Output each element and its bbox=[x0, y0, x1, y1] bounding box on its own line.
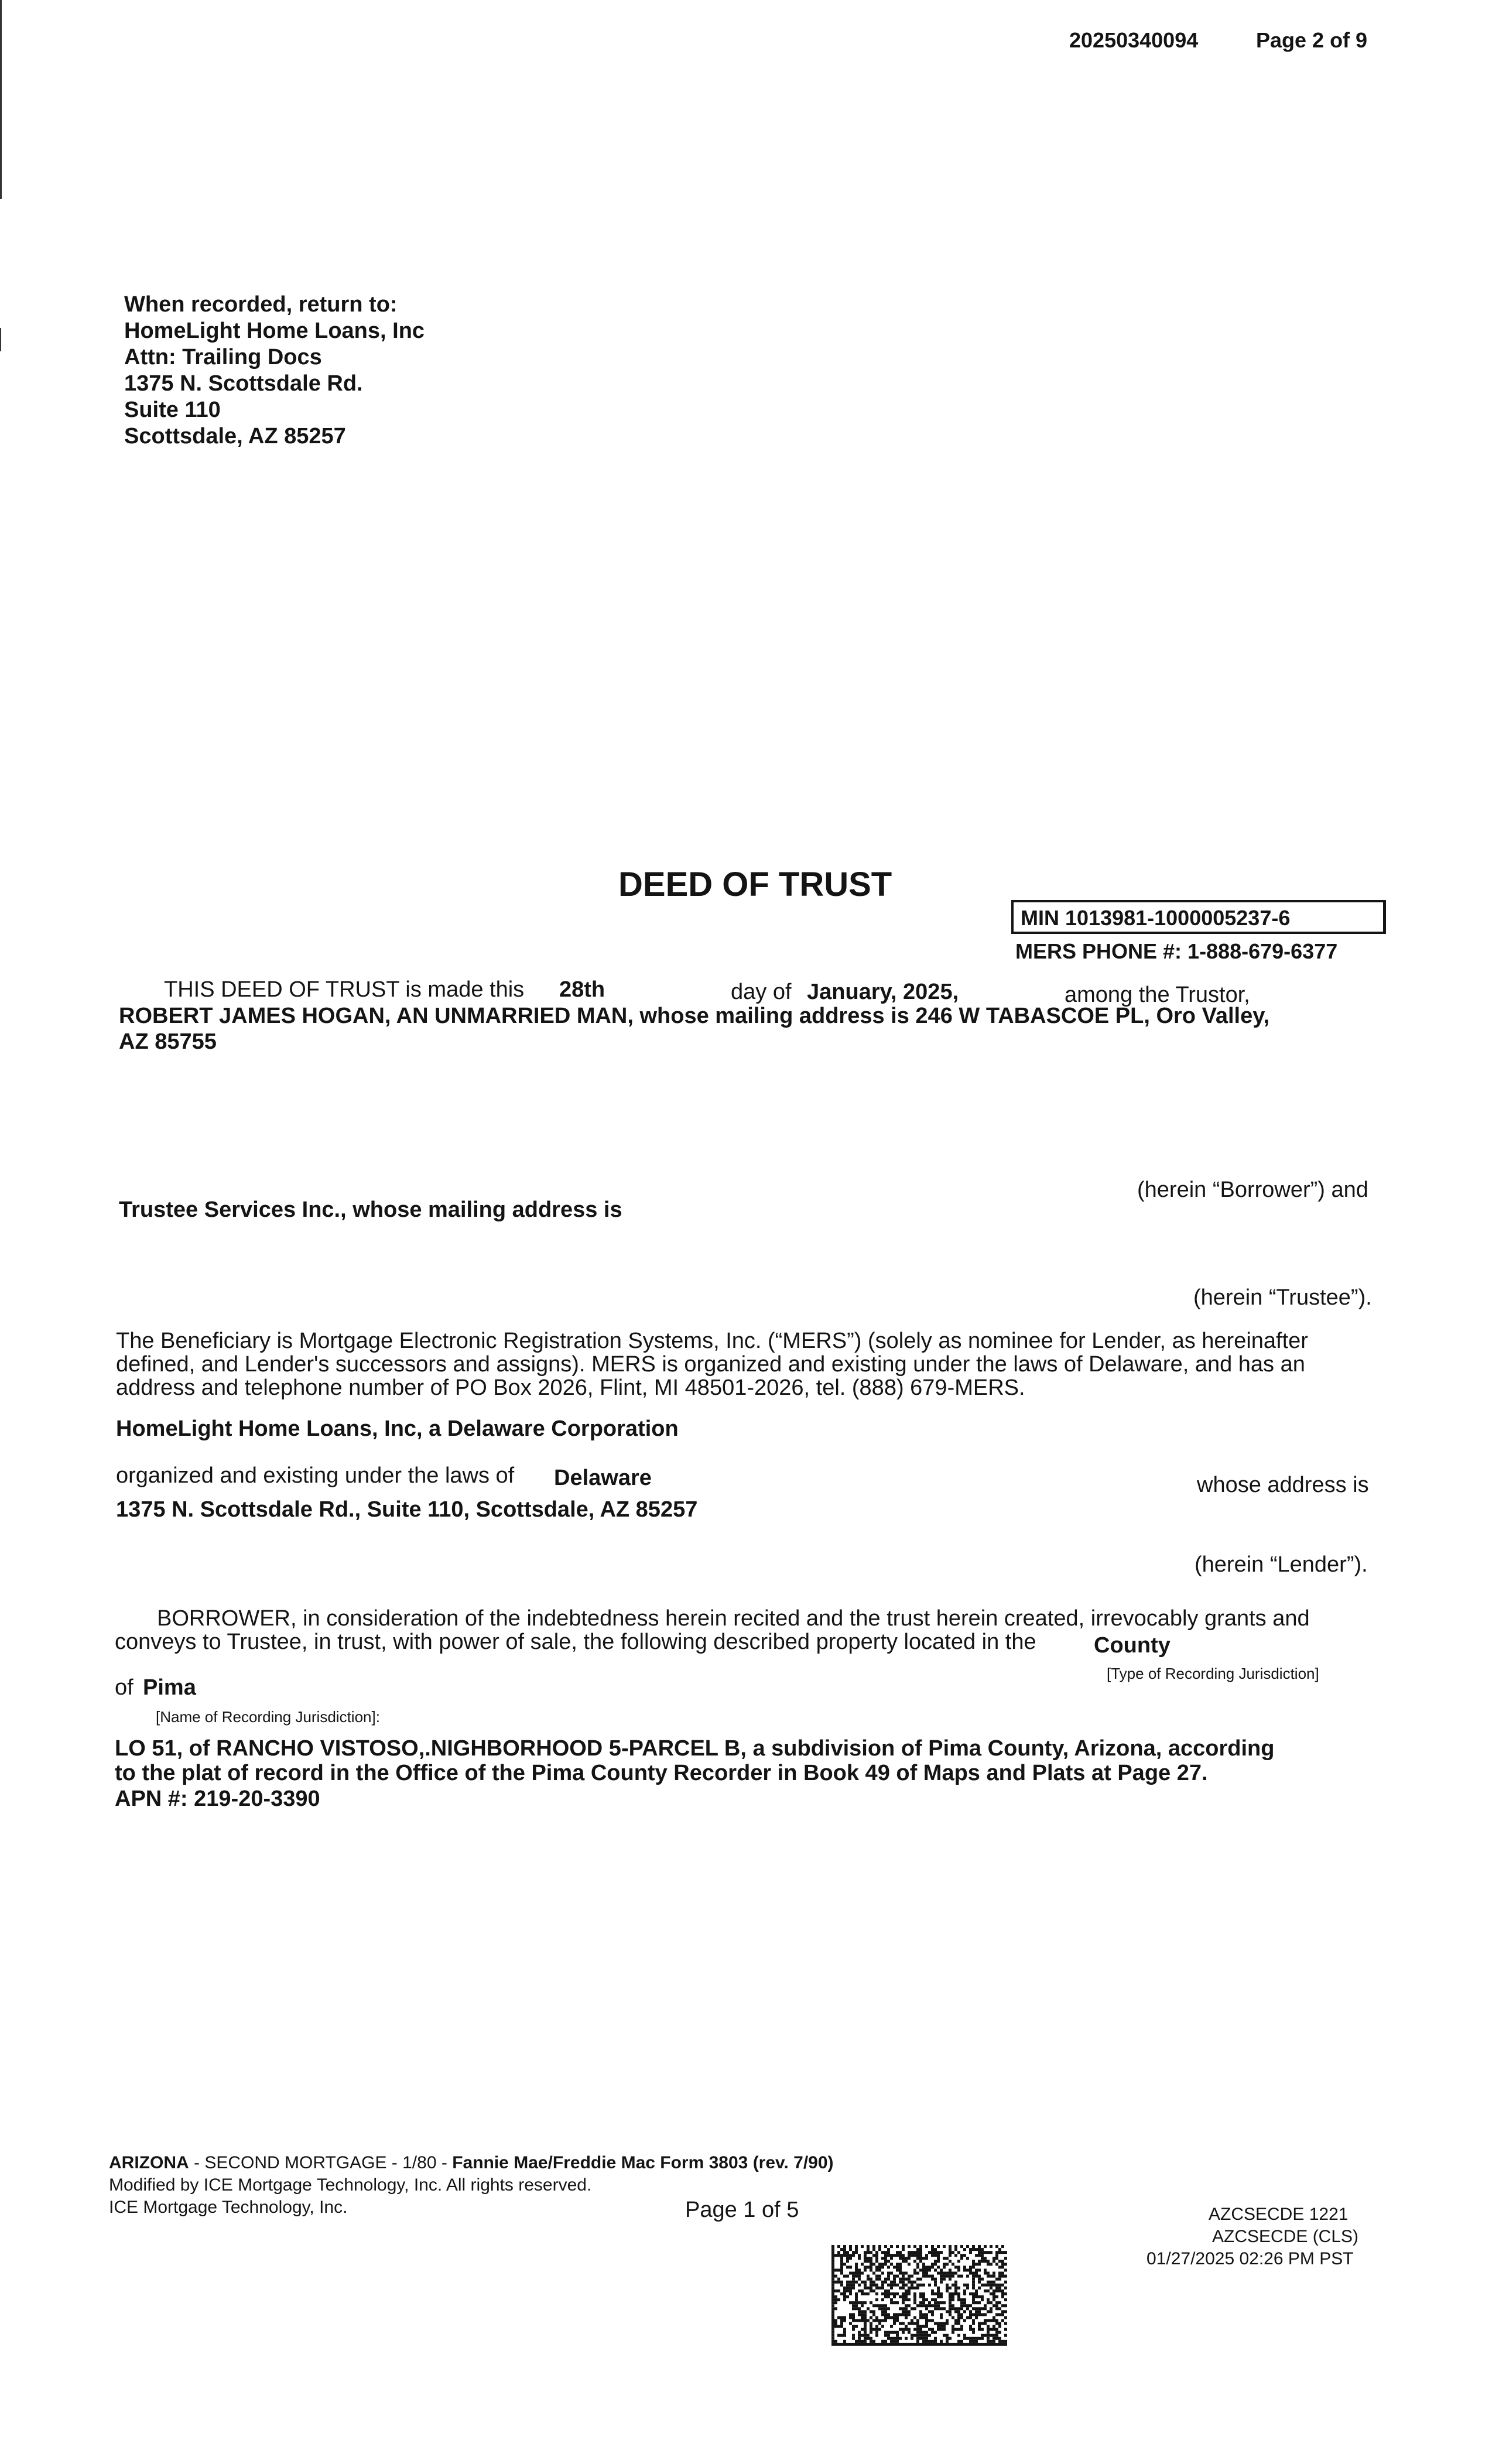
barcode-image bbox=[831, 2245, 1007, 2346]
return-to-street: 1375 N. Scottsdale Rd. bbox=[124, 371, 363, 396]
jurisdiction-type: County bbox=[1094, 1633, 1171, 1658]
form-state: ARIZONA bbox=[109, 2153, 189, 2172]
scan-edge-line bbox=[0, 0, 2, 199]
lender-whose-address: whose address is bbox=[1197, 1473, 1369, 1497]
beneficiary-line-1: The Beneficiary is Mortgage Electronic Registration Systems, Inc. (“MERS”) (solely as nominee for Lender, as hereinafter bbox=[116, 1329, 1308, 1353]
return-to-suite: Suite 110 bbox=[124, 398, 221, 422]
form-timestamp: 01/27/2025 02:26 PM PST bbox=[1147, 2249, 1354, 2268]
intro-month-year: January, 2025, bbox=[807, 980, 959, 1004]
jurisdiction-name: Pima bbox=[143, 1675, 196, 1700]
lender-organized: organized and existing under the laws of bbox=[116, 1463, 515, 1488]
jurisdiction-type-caption: [Type of Recording Jurisdiction] bbox=[1107, 1665, 1319, 1682]
intro-made-this: THIS DEED OF TRUST is made this bbox=[164, 977, 525, 1002]
recording-page-count: Page 2 of 9 bbox=[1256, 28, 1368, 52]
form-company: ICE Mortgage Technology, Inc. bbox=[109, 2198, 348, 2217]
min-box bbox=[1011, 900, 1386, 934]
form-code-2: AZCSECDE (CLS) bbox=[1212, 2227, 1359, 2246]
lender-address: 1375 N. Scottsdale Rd., Suite 110, Scottsdale, AZ 85257 bbox=[116, 1497, 698, 1522]
trustor-line-2: AZ 85755 bbox=[119, 1029, 217, 1054]
lender-tag: (herein “Lender”). bbox=[1195, 1552, 1368, 1577]
beneficiary-line-3: address and telephone number of PO Box 2026, Flint, MI 48501-2026, tel. (888) 679-MERS. bbox=[116, 1375, 1025, 1400]
form-code-1: AZCSECDE 1221 bbox=[1209, 2205, 1349, 2224]
apn-number: APN #: 219-20-3390 bbox=[115, 1787, 320, 1811]
jurisdiction-name-caption: [Name of Recording Jurisdiction]: bbox=[156, 1708, 380, 1726]
grant-line-2: conveys to Trustee, in trust, with power of sale, the following described property located in the bbox=[115, 1630, 1036, 1654]
intro-among: among the Trustor, bbox=[1065, 983, 1250, 1007]
return-to-company: HomeLight Home Loans, Inc bbox=[124, 319, 425, 343]
form-identifier bbox=[109, 2152, 834, 2174]
intro-day-of: day of bbox=[731, 980, 792, 1004]
min-number: MIN 1013981-1000005237-6 bbox=[1021, 906, 1291, 930]
form-modified: Modified by ICE Mortgage Technology, Inc. All rights reserved. bbox=[109, 2175, 592, 2195]
document-title: DEED OF TRUST bbox=[618, 865, 892, 904]
borrower-tag: (herein “Borrower”) and bbox=[1137, 1178, 1368, 1202]
intro-day: 28th bbox=[559, 977, 605, 1002]
return-to-city: Scottsdale, AZ 85257 bbox=[124, 424, 346, 449]
form-number: Fannie Mae/Freddie Mac Form 3803 (rev. 7/90) bbox=[452, 2153, 834, 2172]
form-page-number: Page 1 of 5 bbox=[685, 2198, 799, 2222]
lender-name: HomeLight Home Loans, Inc, a Delaware Corporation bbox=[116, 1416, 679, 1441]
trustor-line-1: ROBERT JAMES HOGAN, AN UNMARRIED MAN, whose mailing address is 246 W TABASCOE PL, Oro Valley, bbox=[119, 1004, 1270, 1028]
trustee-name: Trustee Services Inc., whose mailing address is bbox=[119, 1197, 622, 1222]
mers-phone: MERS PHONE #: 1-888-679-6377 bbox=[1015, 939, 1338, 963]
legal-line-2: to the plat of record in the Office of the Pima County Recorder in Book 49 of Maps and Plats at Page 27. bbox=[115, 1761, 1208, 1785]
trustee-tag: (herein “Trustee”). bbox=[1193, 1285, 1372, 1310]
legal-line-1: LO 51, of RANCHO VISTOSO,.NIGHBORHOOD 5-PARCEL B, a subdivision of Pima County, Arizona, according bbox=[115, 1736, 1275, 1761]
return-to-label: When recorded, return to: bbox=[124, 292, 398, 317]
recording-number: 20250340094 bbox=[1069, 28, 1199, 52]
beneficiary-line-2: defined, and Lender's successors and assigns). MERS is organized and existing under the laws of Delaware, and has an bbox=[116, 1352, 1305, 1377]
return-to-attn: Attn: Trailing Docs bbox=[124, 345, 322, 369]
jurisdiction-of: of bbox=[115, 1675, 134, 1700]
scan-edge-mark bbox=[0, 328, 1, 351]
lender-state: Delaware bbox=[554, 1466, 652, 1490]
form-type: - SECOND MORTGAGE - 1/80 - bbox=[189, 2153, 453, 2172]
grant-line-1: BORROWER, in consideration of the indebtedness herein recited and the trust herein created, irrevocably grants and bbox=[157, 1606, 1310, 1631]
